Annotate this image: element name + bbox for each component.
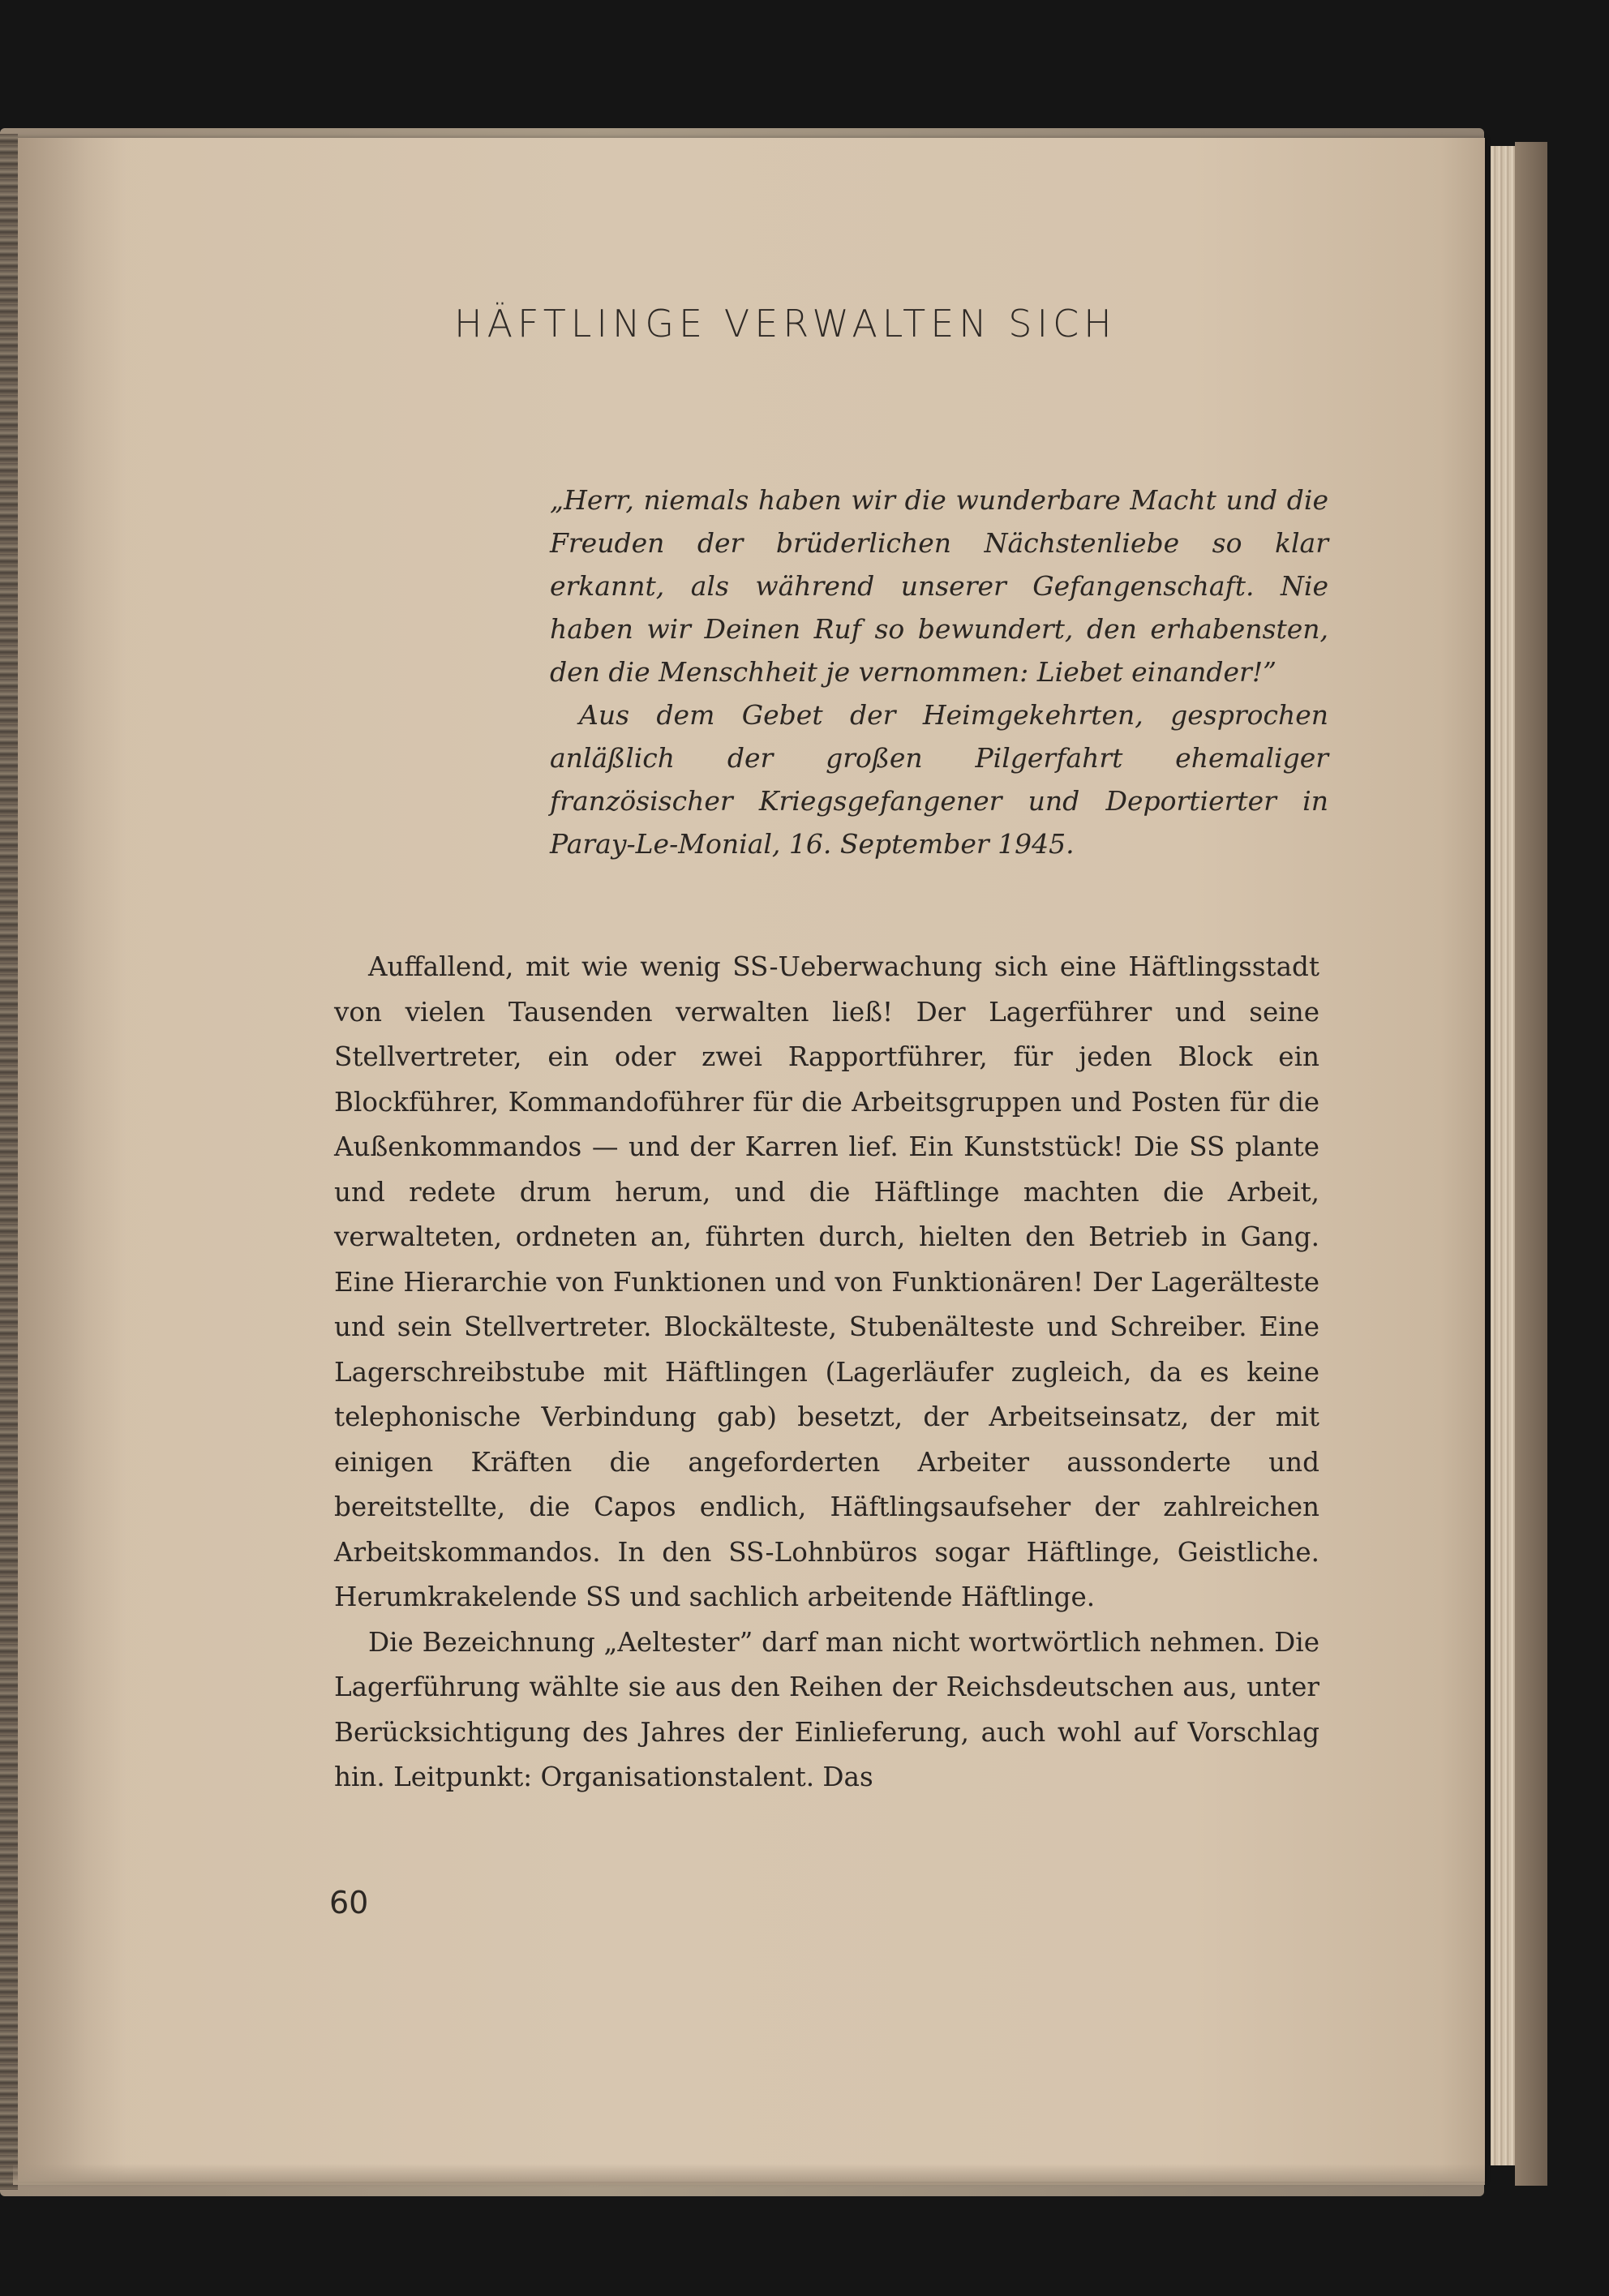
motto-source: Aus dem Gebet der Heimgekehrten, gesprochen anläßlich der großen Pilgerfahrt ehemaliger französischer Kriegsgefangener und Deportierter in Paray-Le-Monial, 16. September 1945.	[550, 699, 1328, 860]
book-spine-edge	[0, 134, 18, 2190]
body-text	[334, 945, 1319, 1800]
body-paragraph: Die Bezeichnung „Aeltester” darf man nicht wortwörtlich nehmen. Die Lagerführung wählte sie aus den Reihen der Reichsdeutschen aus, unter Berücksichtigung des Jahres der Einlieferung, auch wohl auf Vorschlag hin. Leitpunkt: Organisationstalent. Das	[334, 1626, 1319, 1792]
body-paragraph: Auffallend, mit wie wenig SS-Ueberwachung sich eine Häftlingsstadt von vielen Tausenden verwalten ließ! Der Lagerführer und seine Stellvertreter, ein oder zwei Rapportführer, für jeden Block ein Blockführer, Kommandoführer für die Arbeitsgruppen und Posten für die Außenkommandos — und der Karren lief. Ein Kunststück! Die SS plante und redete drum herum, und die Häftlinge machten die Arbeit, verwalteten, ordneten an, führten durch, hielten den Betrieb in Gang. Eine Hierarchie von Funktionen und von Funktionären! Der Lagerälteste und sein Stellvertreter. Blockälteste, Stubenälteste und Schreiber. Eine Lagerschreibstube mit Häftlingen (Lagerläufer zugleich, da es keine telephonische Verbindung gab) besetzt, der Arbeitseinsatz, der mit einigen Kräften die angeforderten Arbeiter aussonderte und bereitstellte, die Capos endlich, Häftlingsaufseher der zahlreichen Arbeitskommandos. In den SS-Lohnbüros sogar Häftlinge, Geistliche. Herumkrakelende SS und sachlich arbeitende Häftlinge.	[334, 951, 1319, 1612]
page-gutter-shadow	[13, 138, 127, 2182]
page-number: 60	[329, 1885, 369, 1920]
book-cover-right-edge	[1515, 142, 1547, 2186]
page-stack-edge	[1491, 146, 1515, 2165]
page-bottom-edge	[13, 2164, 1485, 2185]
chapter-title: HÄFTLINGE VERWALTEN SICH	[454, 302, 1117, 345]
motto-quote: „Herr, niemals haben wir die wunderbare Macht und die Freuden der brüderlichen Nächstenliebe so klar erkannt, als während unserer Gefangenschaft. Nie haben wir Deinen Ruf so bewundert, den erhabensten, den die Menschheit je vernommen: Liebet einander!”	[550, 484, 1328, 688]
chapter-motto	[550, 479, 1328, 865]
